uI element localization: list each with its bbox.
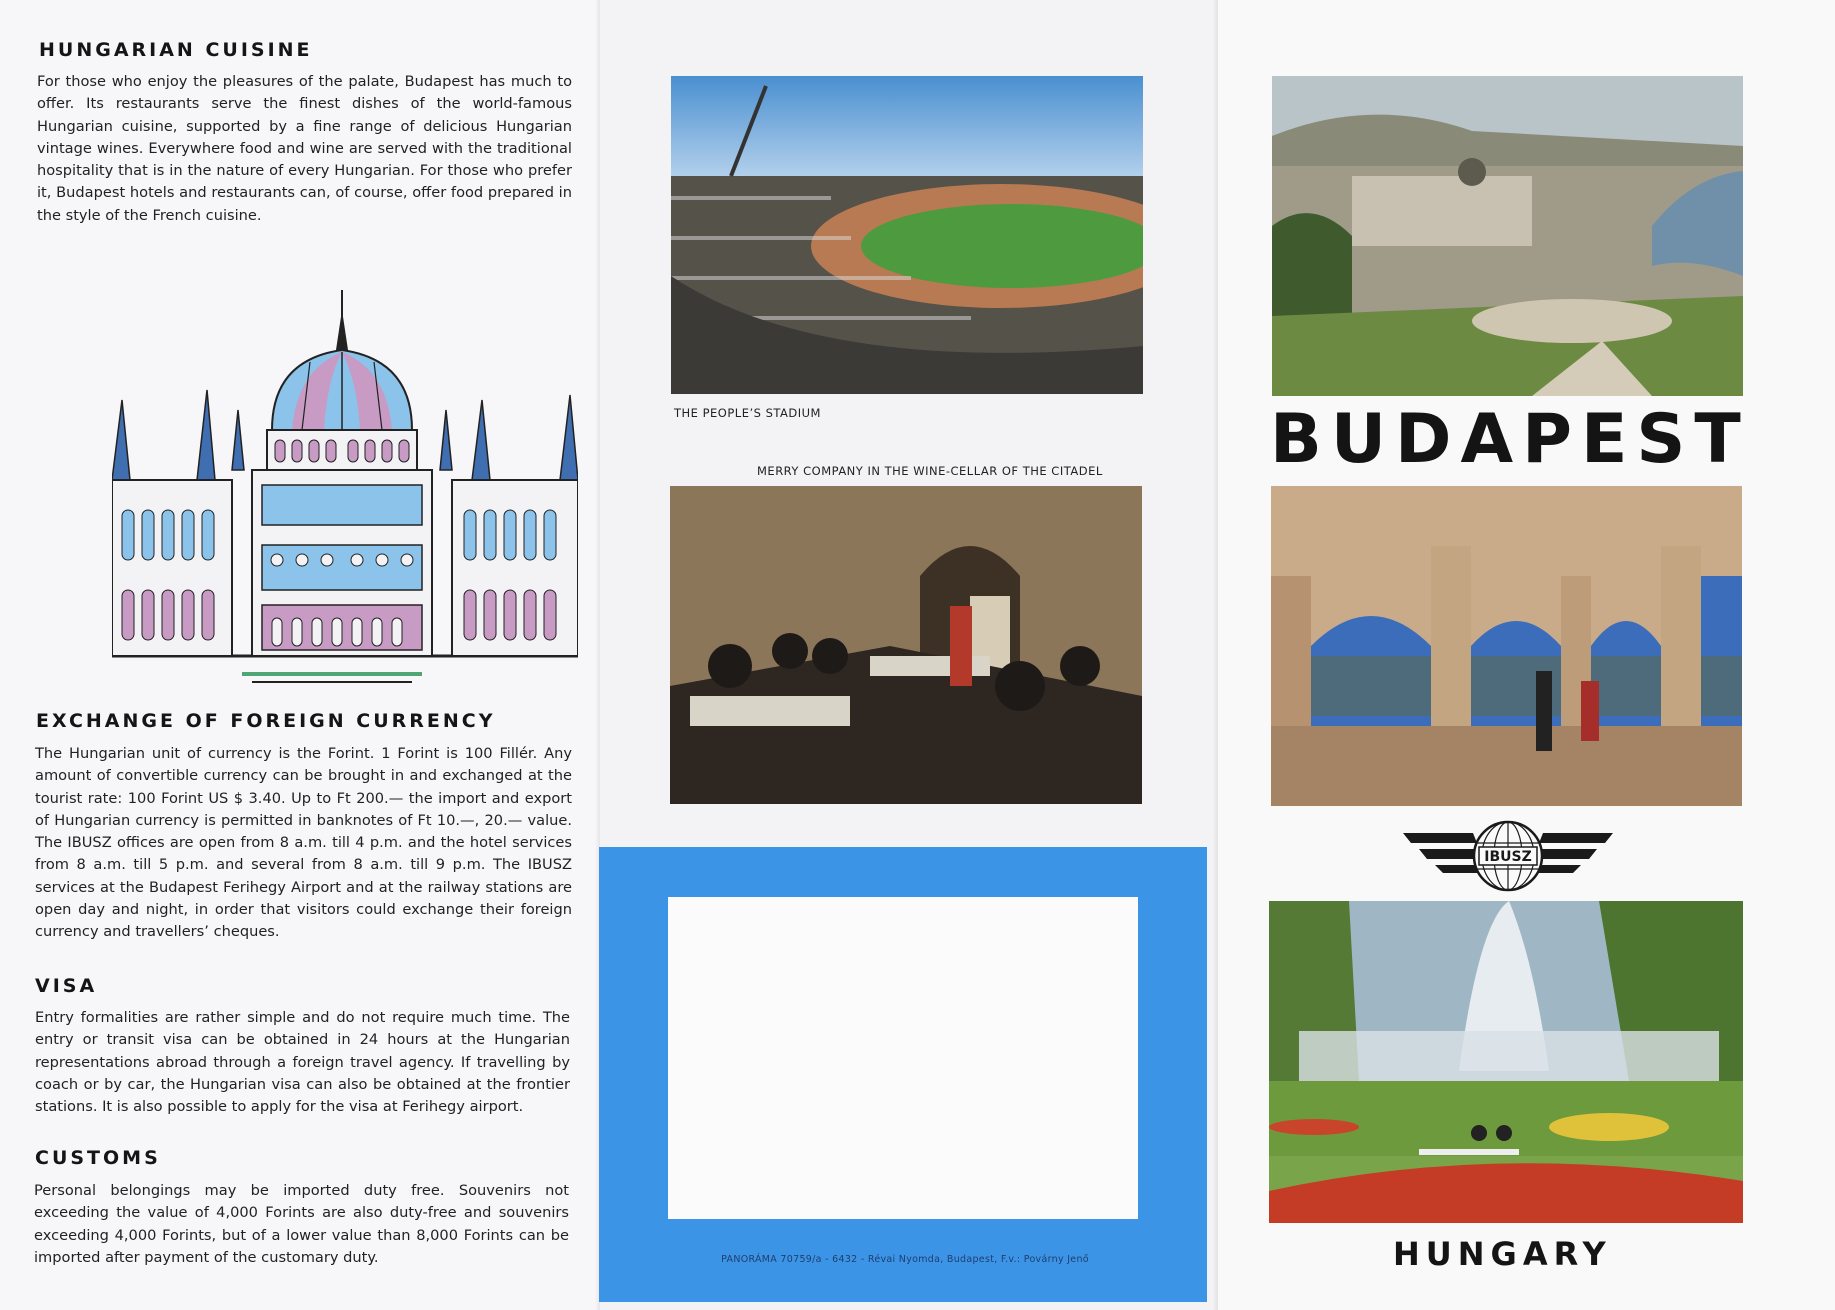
wine-cellar-caption: MERRY COMPANY IN THE WINE-CELLAR OF THE CITADEL bbox=[757, 464, 1103, 478]
visa-heading: VISA bbox=[35, 975, 98, 997]
stadium-photo bbox=[671, 76, 1143, 394]
customs-text: Personal belongings may be imported duty free. Souvenirs not exceeding the value of 4,000 Forints are also duty-free and souvenirs exceeding 4,000 Forints, but of a lower value than 8,000 Forints can be imported after payment of the customary duty. bbox=[34, 1182, 569, 1266]
address-blank-area bbox=[668, 897, 1138, 1219]
fishermans-bastion-photo bbox=[1271, 486, 1742, 806]
stadium-caption: THE PEOPLE’S STADIUM bbox=[674, 406, 821, 420]
cuisine-heading: HUNGARIAN CUISINE bbox=[39, 39, 313, 61]
hungary-title: HUNGARY bbox=[1393, 1235, 1612, 1273]
customs-heading: CUSTOMS bbox=[35, 1147, 161, 1169]
left-panel bbox=[0, 0, 600, 1310]
wine-cellar-photo bbox=[670, 486, 1142, 804]
cuisine-text: For those who enjoy the pleasures of the palate, Budapest has much to offer. Its restaurants serve the finest dishes of the world-famous Hungarian cuisine, supported by a fine range of delicious Hungarian vintage wines. Everywhere food and wine are served with the traditional hospitality that is in the nature of every Hungarian. For those who prefer it, Budapest hotels and restaurants can, of course, offer food prepared in the style of the French cuisine. bbox=[37, 73, 572, 224]
exchange-text: The Hungarian unit of currency is the Forint. 1 Forint is 100 Fillér. Any amount of convertible currency can be brought in and exchanged at the tourist rate: 100 Forint US $ 3.40. Up to Ft 200.— the import and export of Hungarian currency is permitted in banknotes of Ft 10.—, 20.— value. The IBUSZ offices are open from 8 a.m. till 4 p.m. and the hotel services from 8 a.m. till 5 p.m. and several from 8 a.m. till 9 p.m. The IBUSZ services at the Budapest Ferihegy Airport and at the railway stations are open day and night, in order that visitors could exchange their foreign currency and travellers’ cheques. bbox=[35, 745, 572, 941]
budapest-title: BUDAPEST bbox=[1270, 400, 1750, 479]
printer-imprint: PANORÁMA 70759/a - 6432 - Révai Nyomda, Budapest, F.v.: Povárny Jenő bbox=[721, 1254, 1089, 1265]
exchange-heading: EXCHANGE OF FOREIGN CURRENCY bbox=[36, 710, 496, 732]
ibusz-logo-text: IBUSZ bbox=[1484, 849, 1532, 865]
visa-text: Entry formalities are rather simple and do not require much time. The entry or transit visa can be obtained in 24 hours at the Hungarian representations abroad through a foreign travel agency. If travelling by coach or by car, the Hungarian visa can also be obtained at the frontier stations. It is also possible to apply for the visa at Ferihegy airport. bbox=[35, 1009, 570, 1116]
fountain-park-photo bbox=[1269, 901, 1743, 1223]
city-view-photo bbox=[1272, 76, 1743, 396]
ibusz-logo bbox=[1403, 819, 1613, 893]
parliament-illustration bbox=[112, 290, 578, 685]
